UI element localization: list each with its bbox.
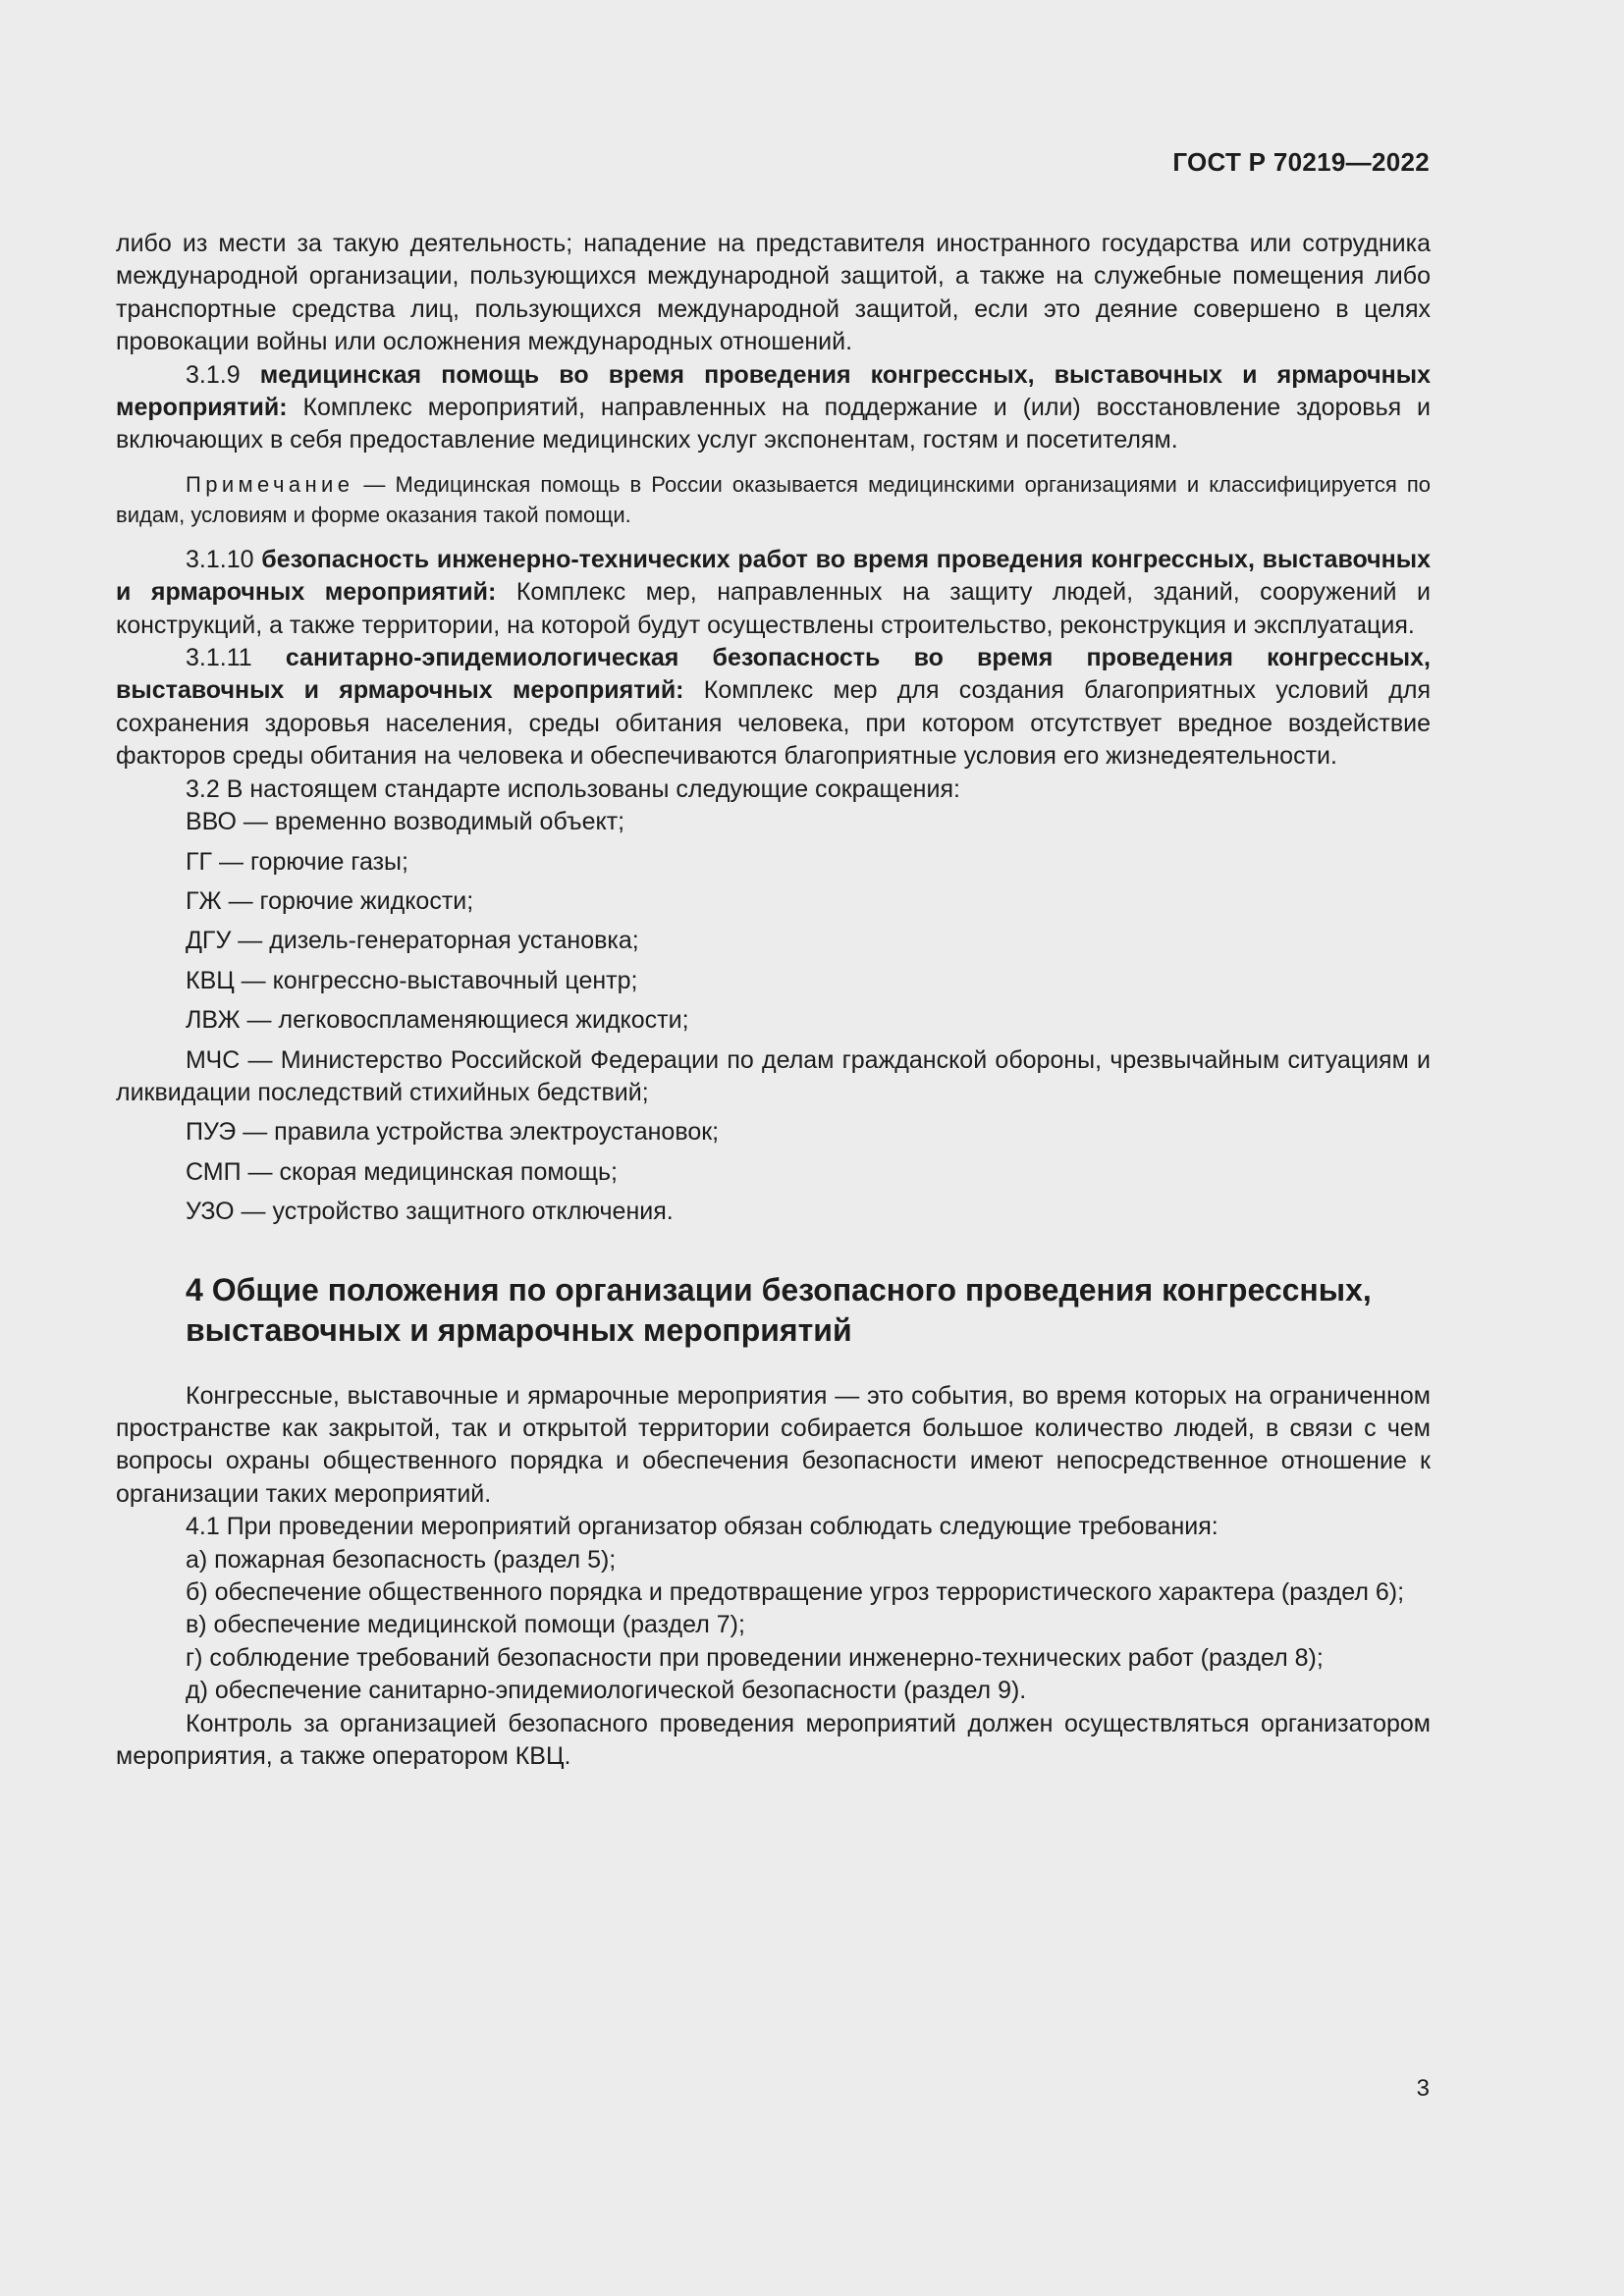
document-code-header: ГОСТ Р 70219—2022	[1172, 147, 1430, 177]
definition-3-1-11	[116, 642, 1431, 774]
definition-term: медицинская помощь во время проведения конгрессных, выставочных и ярмарочных мероприятий:	[116, 360, 1431, 422]
definition-number: 3.1.10	[186, 545, 262, 573]
requirement-item: г) соблюдение требований безопасности при проведении инженерно-технических работ (раздел 8);	[186, 1643, 1324, 1672]
requirement-item: д) обеспечение санитарно-эпидемиологической безопасности (раздел 9).	[186, 1677, 1027, 1705]
definition-3-1-10	[116, 544, 1431, 642]
control-paragraph: Контроль за организацией безопасного проведения мероприятий должен осуществляться организатором мероприятия, а также оператором КВЦ.	[116, 1709, 1431, 1771]
requirement-item: а) пожарная безопасность (раздел 5);	[186, 1545, 617, 1574]
abbreviations-intro: 3.2 В настоящем стандарте использованы следующие сокращения:	[186, 774, 960, 803]
document-body	[116, 228, 1431, 1773]
abbreviation-item: КВЦ — конгрессно-выставочный центр;	[186, 966, 638, 994]
requirement-item: в) обеспечение медицинской помощи (раздел 7);	[186, 1611, 745, 1639]
abbreviation-item: УЗО — устройство защитного отключения.	[186, 1198, 674, 1226]
abbreviation-item: ПУЭ — правила устройства электроустановок;	[186, 1118, 720, 1147]
abbreviation-item: ВВО — временно возводимый объект;	[186, 808, 625, 836]
requirements-intro: 4.1 При проведении мероприятий организатор обязан соблюдать следующие требования:	[186, 1513, 1218, 1541]
note-paragraph	[116, 469, 1431, 530]
section-4-heading: 4 Общие положения по организации безопасного проведения конгрессных, выставочных и ярмарочных мероприятий	[186, 1271, 1372, 1348]
continuation-paragraph: либо из мести за такую деятельность; нападение на представителя иностранного государства или сотрудника международной организации, пользующихся международной защитой, а также на служебные помещения либо транспортные средства лиц, пользующихся международной защитой, если это деяние совершено в целях провокации войны или осложнения международных отношений.	[116, 230, 1431, 356]
requirement-item: б) обеспечение общественного порядка и предотвращение угроз террористического характера (раздел 6);	[186, 1578, 1405, 1606]
abbreviation-item: ДГУ — дизель-генераторная установка;	[186, 927, 639, 955]
abbreviation-item: ЛВЖ — легковоспламеняющиеся жидкости;	[186, 1006, 689, 1035]
abbreviation-item: ГЖ — горючие жидкости;	[186, 886, 474, 915]
definition-term: безопасность инженерно-технических работ во время проведения конгрессных, выставочных и ярмарочных мероприятий:	[116, 545, 1431, 607]
abbreviation-item: МЧС — Министерство Российской Федерации по делам гражданской обороны, чрезвычайным ситуациям и ликвидации последствий стихийных бедствий;	[116, 1045, 1431, 1106]
abbreviation-item: СМП — скорая медицинская помощь;	[186, 1157, 619, 1186]
definition-number: 3.1.9	[186, 360, 260, 389]
abbreviation-item: ГГ — горючие газы;	[186, 847, 408, 876]
note-text: — Медицинская помощь в России оказывается медицинскими организациями и классифицируется по видам, условиям и форме оказания такой помощи.	[116, 471, 1431, 527]
definition-text: Комплекс мероприятий, направленных на поддержание и (или) восстановление здоровья и включающих в себя предоставление медицинских услуг экспонентам, гостям и посетителям.	[116, 394, 1431, 454]
definition-text: Комплекс мер, направленных на защиту людей, зданий, сооружений и конструкций, а также территории, на которой будут осуществлены строительство, реконструкция и эксплуатация.	[116, 578, 1431, 639]
page-number: 3	[1416, 2075, 1430, 2102]
definition-3-1-9	[116, 359, 1431, 457]
definition-number: 3.1.11	[186, 644, 286, 672]
section-4-intro: Конгрессные, выставочные и ярмарочные мероприятия — это события, во время которых на ограниченном пространстве как закрытой, так и открытой территории собирается большое количество людей, в связи с чем вопросы охраны общественного порядка и обеспечения безопасности имеют непосредственное отношение к организации таких мероприятий.	[116, 1381, 1431, 1508]
note-label: Примечание	[186, 471, 354, 497]
definition-text: Комплекс мер для создания благоприятных условий для сохранения здоровья населения, среды обитания человека, при котором отсутствует вредное воздействие факторов среды обитания на человека и обеспечиваются благоприятные условия его жизнедеятельности.	[116, 676, 1431, 771]
definition-term: санитарно-эпидемиологическая безопасность во время проведения конгрессных, выставочных и ярмарочных мероприятий:	[116, 644, 1431, 705]
